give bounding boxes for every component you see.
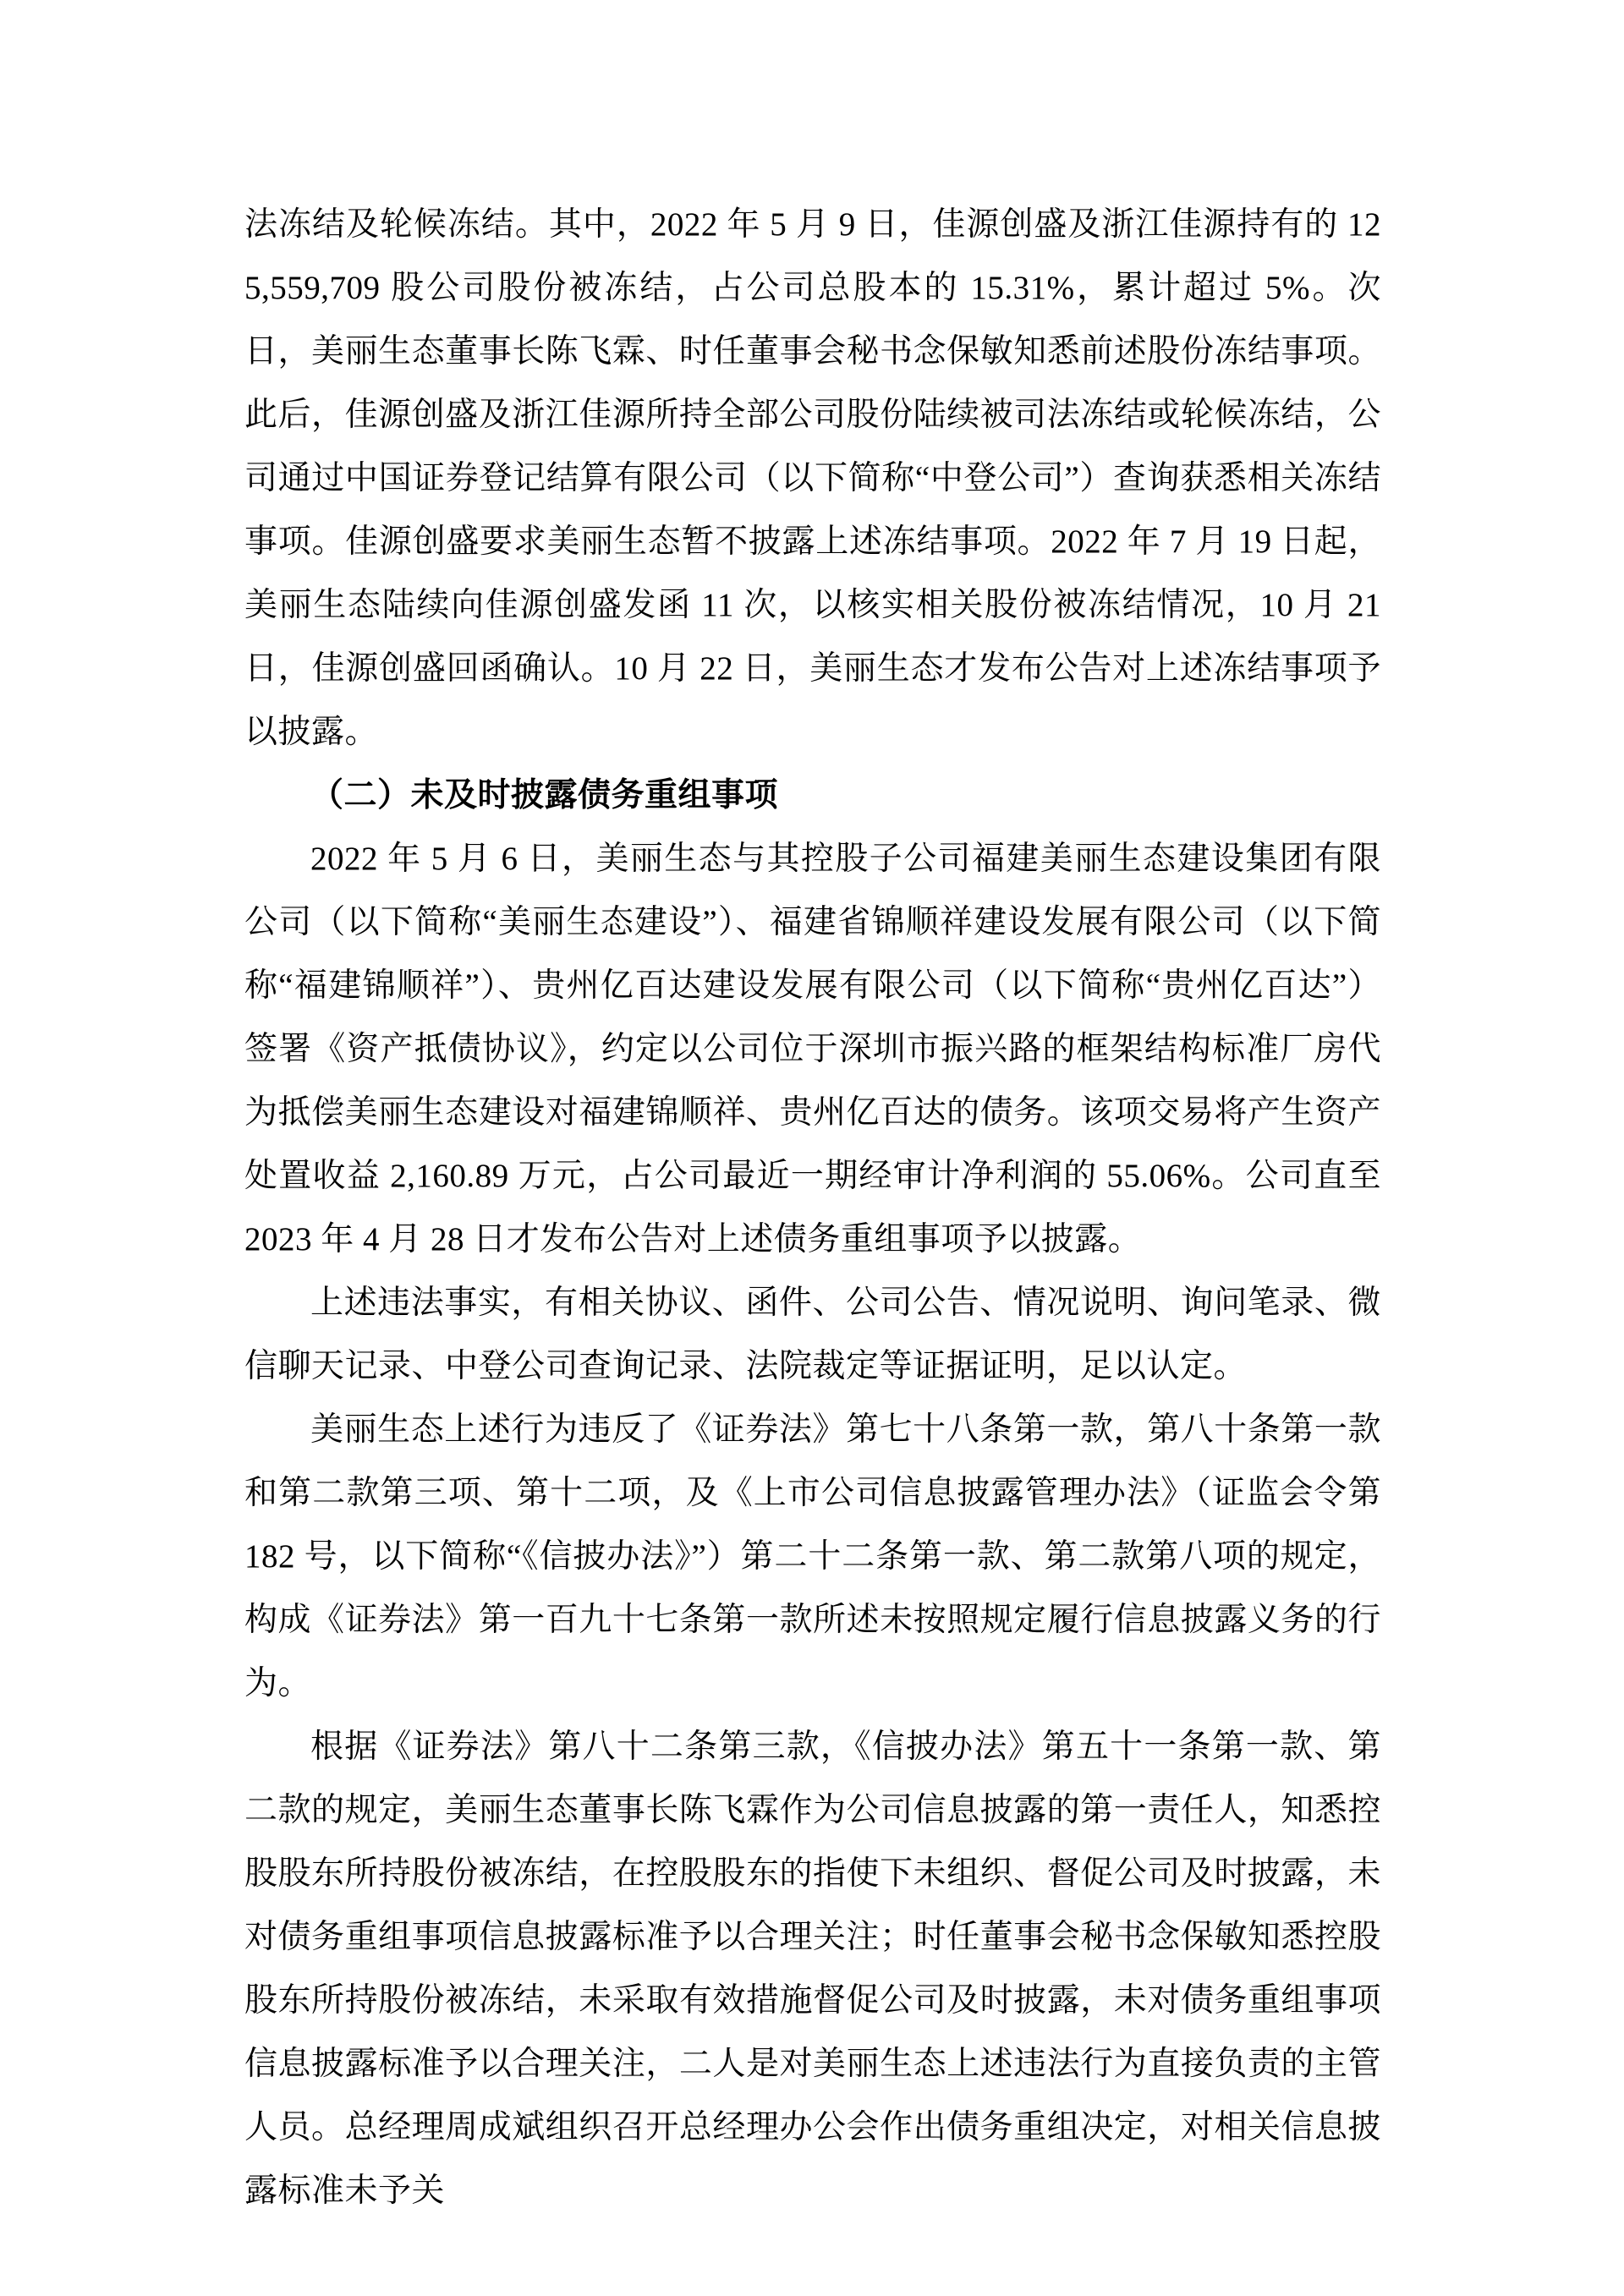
- section-heading-debt-restructuring: （二）未及时披露债务重组事项: [310, 777, 779, 814]
- paragraph-responsible-persons: 根据《证券法》第八十二条第三款，《信披办法》第五十一条第一款、第二款的规定，美丽生态董事长陈飞霖作为公司信息披露的第一责任人，知悉控股股东所持股份被冻结，在控股股东的指使下未组织、督促公司及时披露，未对债务重组事项信息披露标准予以合理关注；时任董事会秘书念保敏知悉控股股东所持股份被冻结，未采取有效措施督促公司及时披露，未对债务重组事项信息披露标准予以合理关注，二人是对美丽生态上述违法行为直接负责的主管人员。总经理周成斌组织召开总经理办公会作出债务重组决定，对相关信息披露标准未予关: [244, 1729, 1381, 2209]
- paragraph-debt-restructuring-facts: 2022 年 5 月 6 日，美丽生态与其控股子公司福建美丽生态建设集团有限公司（以下简称“美丽生态建设”）、福建省锦顺祥建设发展有限公司（以下简称“福建锦顺祥”）、贵州亿百达建设发展有限公司（以下简称“贵州亿百达”）签署《资产抵债协议》，约定以公司位于深圳市振兴路的框架结构标准厂房代为抵偿美丽生态建设对福建锦顺祥、贵州亿百达的债务。该项交易将产生资产处置收益 2,160.89 万元，占公司最近一期经审计净利润的 55.06%。公司直至 2023 年 4 月 28 日才发布公告对上述债务重组事项予以披露。: [244, 841, 1381, 1258]
- paragraph-evidence-statement: 上述违法事实，有相关协议、函件、公司公告、情况说明、询问笔录、微信聊天记录、中登公司查询记录、法院裁定等证据证明，足以认定。: [244, 1285, 1381, 1384]
- paragraph-law-violation: 美丽生态上述行为违反了《证券法》第七十八条第一款，第八十条第一款和第二款第三项、第十二项，及《上市公司信息披露管理办法》（证监会令第 182 号，以下简称“《信披办法》”）第二十二条第一款、第二款第八项的规定，构成《证券法》第一百九十七条第一款所述未按照规定履行信息披露义务的行为。: [244, 1411, 1381, 1701]
- document-text-block: [244, 193, 1381, 2222]
- paragraph-share-freeze-facts: 法冻结及轮候冻结。其中，2022 年 5 月 9 日，佳源创盛及浙江佳源持有的 125,559,709 股公司股份被冻结，占公司总股本的 15.31%，累计超过 5%。次日，美丽生态董事长陈飞霖、时任董事会秘书念保敏知悉前述股份冻结事项。此后，佳源创盛及浙江佳源所持全部公司股份陆续被司法冻结或轮候冻结，公司通过中国证券登记结算有限公司（以下简称“中登公司”）查询获悉相关冻结事项。佳源创盛要求美丽生态暂不披露上述冻结事项。2022 年 7 月 19 日起，美丽生态陆续向佳源创盛发函 11 次，以核实相关股份被冻结情况，10 月 21 日，佳源创盛回函确认。10 月 22 日，美丽生态才发布公告对上述冻结事项予以披露。: [244, 206, 1381, 750]
